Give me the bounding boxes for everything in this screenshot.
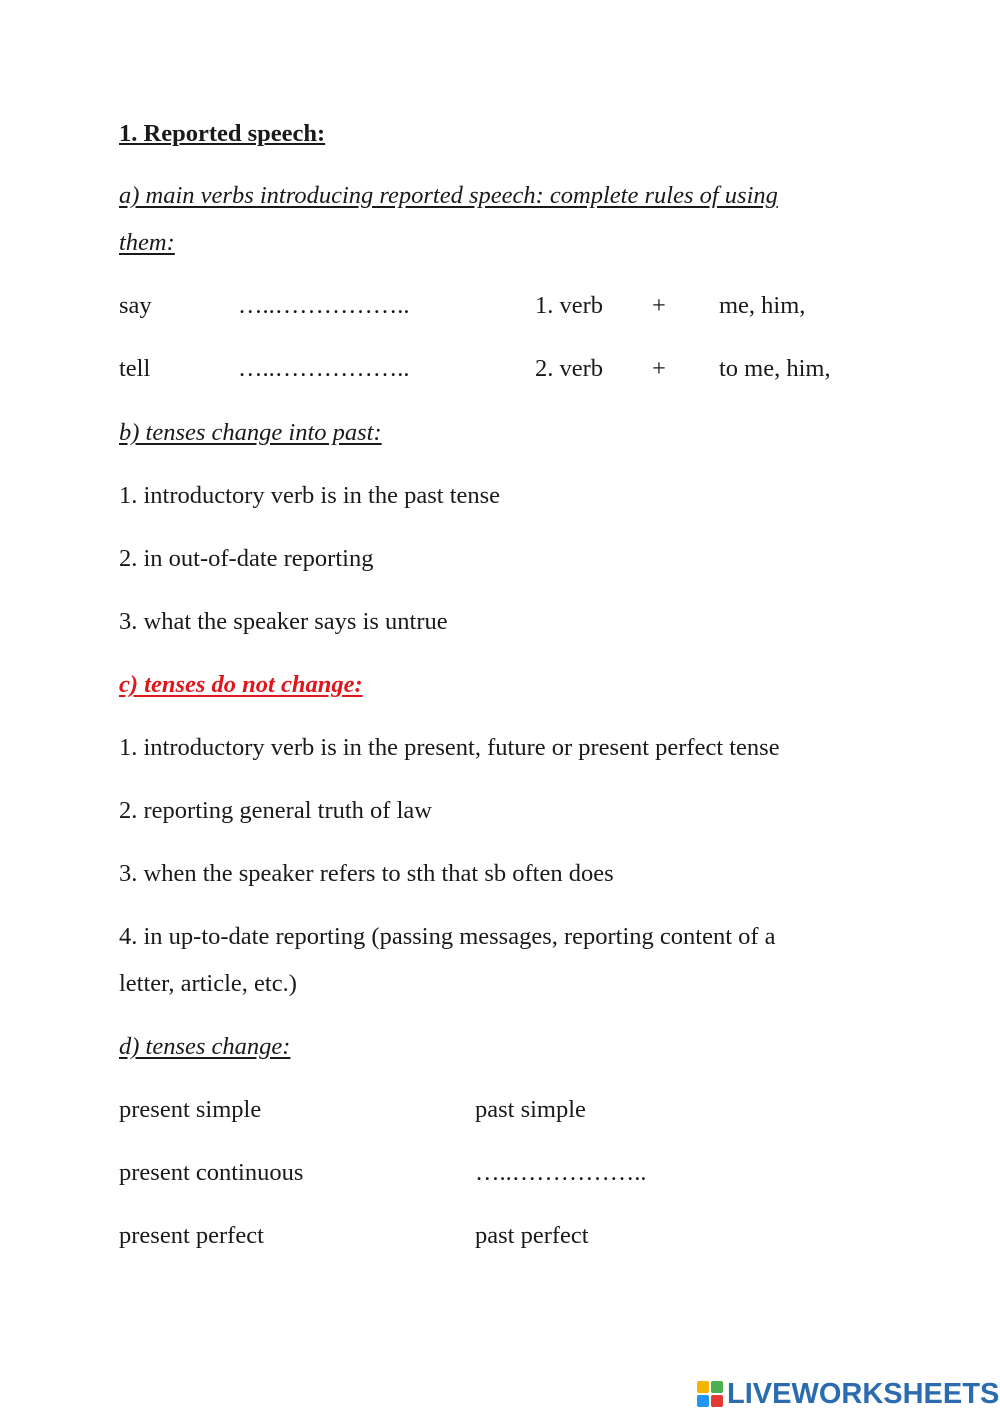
list-item: 2. reporting general truth of law (119, 797, 432, 824)
verb-label: tell (119, 355, 151, 382)
page-title: 1. Reported speech: (119, 120, 326, 147)
rule-label: 1. verb (535, 292, 604, 319)
logo-square (697, 1381, 709, 1393)
logo-square (711, 1381, 723, 1393)
answer-blank[interactable]: …..…………….. (475, 1159, 647, 1186)
section-a-heading-line2: them: (119, 229, 175, 256)
tense-from: present continuous (119, 1159, 304, 1186)
list-item: 2. in out-of-date reporting (119, 545, 374, 572)
list-item: 3. what the speaker says is untrue (119, 608, 448, 635)
liveworksheets-logo[interactable] (697, 1379, 999, 1409)
list-item: 3. when the speaker refers to sth that sb often does (119, 860, 614, 887)
list-item: 1. introductory verb is in the past tense (119, 482, 501, 509)
logo-square (697, 1395, 709, 1407)
plus-sign: + (652, 292, 666, 319)
tense-to: past perfect (475, 1222, 589, 1249)
logo-text: LIVEWORKSHEETS (727, 1377, 1000, 1410)
tense-from: present perfect (119, 1222, 264, 1249)
list-item-continuation: letter, article, etc.) (119, 970, 297, 997)
plus-sign: + (652, 355, 666, 382)
section-c-heading: c) tenses do not change: (119, 671, 363, 698)
rule-label: 2. verb (535, 355, 604, 382)
section-a-heading-line1: a) main verbs introducing reported speech: complete rules of using (119, 182, 778, 209)
object-label: to me, him, (719, 355, 831, 382)
section-b-heading: b) tenses change into past: (119, 419, 382, 446)
object-label: me, him, (719, 292, 806, 319)
logo-square (711, 1395, 723, 1407)
list-item: 1. introductory verb is in the present, future or present perfect tense (119, 734, 780, 761)
tense-from: present simple (119, 1096, 262, 1123)
answer-blank[interactable]: …..…………….. (238, 292, 410, 319)
section-d-heading: d) tenses change: (119, 1033, 291, 1060)
list-item: 4. in up-to-date reporting (passing messages, reporting content of a (119, 923, 776, 950)
verb-label: say (119, 292, 152, 319)
tense-to: past simple (475, 1096, 586, 1123)
logo-squares-icon (697, 1381, 723, 1407)
answer-blank[interactable]: …..…………….. (238, 355, 410, 382)
